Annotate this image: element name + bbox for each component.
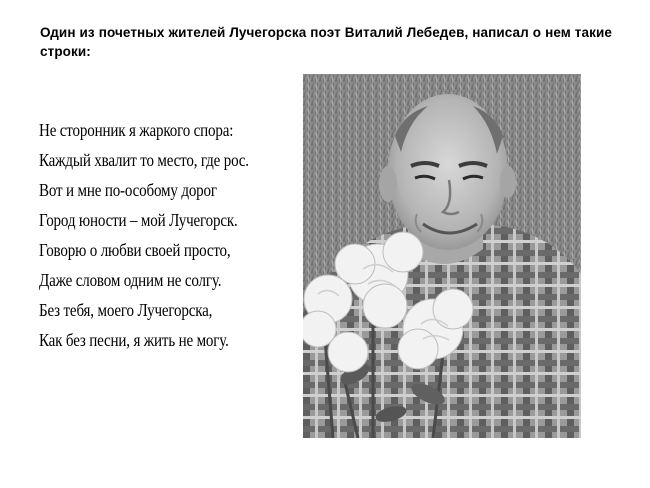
poem-line: Вот и мне по-особому дорог bbox=[39, 180, 217, 200]
portrait-photo bbox=[303, 74, 581, 438]
poem-line: Каждый хвалит то место, где рос. bbox=[39, 150, 249, 170]
poem-line: Без тебя, моего Лучегорска, bbox=[39, 300, 213, 320]
poem-line: Как без песни, я жить не могу. bbox=[39, 330, 229, 350]
poem-line: Город юности – мой Лучегорск. bbox=[39, 210, 238, 230]
poem-line: Даже словом одним не солгу. bbox=[39, 270, 222, 290]
poem-line: Не сторонник я жаркого спора: bbox=[39, 120, 234, 140]
poem-line: Говорю о любви своей просто, bbox=[39, 240, 231, 260]
poem bbox=[39, 115, 309, 355]
intro-paragraph: Один из почетных жителей Лучегорска поэт Виталий Лебедев, написал о нем такие строки: bbox=[40, 25, 612, 59]
portrait-illustration bbox=[303, 74, 581, 438]
